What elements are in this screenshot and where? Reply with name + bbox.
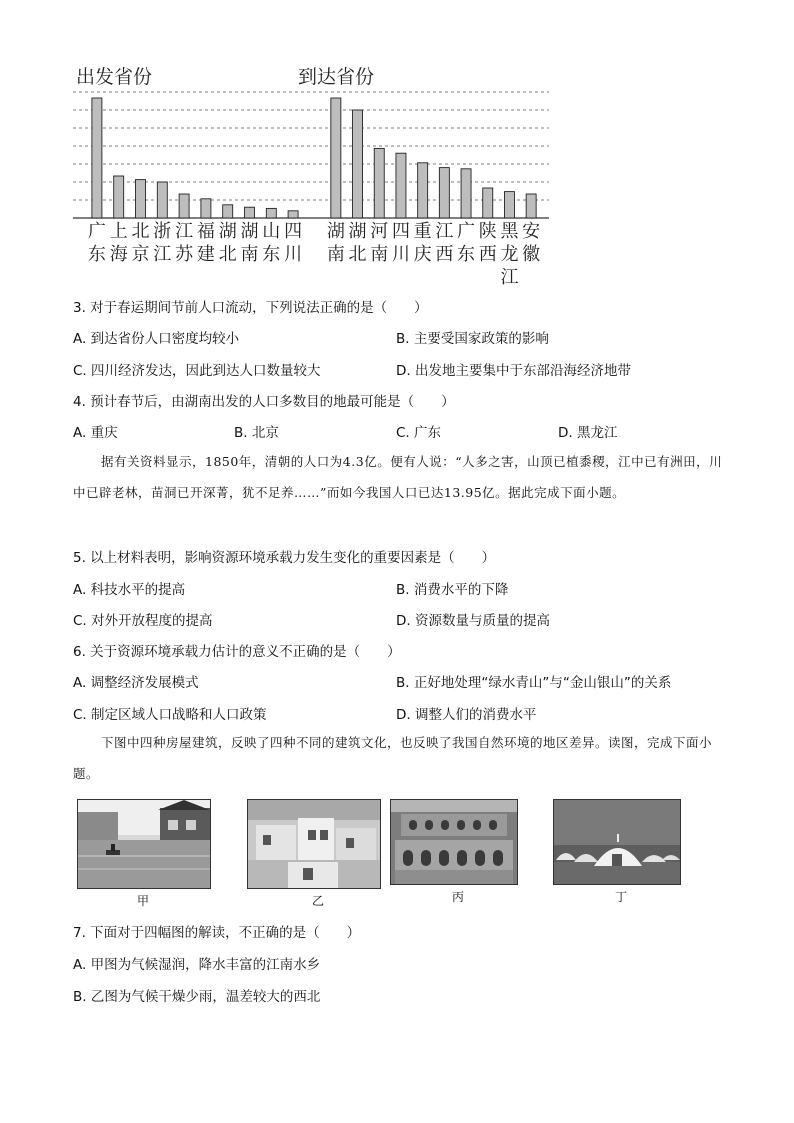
category-label: 湖北 xyxy=(218,221,237,265)
category-label: 江西 xyxy=(435,221,454,265)
photo-caption-yi: 乙 xyxy=(311,894,324,908)
q7-option-a[interactable]: A. 甲图为气候湿润，降水丰富的江南水乡 xyxy=(73,957,321,973)
bar-departure-8 xyxy=(266,208,276,218)
question-4-stem: 4. 预计春节后，由湖南出发的人口多数目的地最可能是（ ） xyxy=(73,394,455,410)
chart-category-labels xyxy=(88,221,540,288)
question-3-stem: 3. 对于春运期间节前人口流动，下列说法正确的是（ ） xyxy=(73,300,428,316)
category-label: 北京 xyxy=(131,221,150,265)
bar-arrival-3 xyxy=(396,153,406,218)
q5-option-c[interactable]: C. 对外开放程度的提高 xyxy=(73,613,213,629)
q4-option-a[interactable]: A. 重庆 xyxy=(73,425,118,441)
category-label: 江苏 xyxy=(175,221,194,265)
q4-option-c[interactable]: C. 广东 xyxy=(396,425,442,441)
q4-option-b[interactable]: B. 北京 xyxy=(234,425,279,441)
q6-option-c[interactable]: C. 制定区域人口战略和人口政策 xyxy=(73,707,267,723)
category-label: 福建 xyxy=(196,221,215,265)
q6-option-d[interactable]: D. 调整人们的消费水平 xyxy=(396,707,537,723)
photo-water-town xyxy=(77,799,211,889)
category-label: 浙江 xyxy=(153,221,172,265)
category-label: 山东 xyxy=(262,221,281,265)
q3-option-c[interactable]: C. 四川经济发达，因此到达人口数量较大 xyxy=(73,363,321,379)
photo-yurts xyxy=(553,799,681,885)
category-label: 四川 xyxy=(391,221,410,265)
q5-option-b[interactable]: B. 消费水平的下降 xyxy=(396,582,509,598)
q4-option-d[interactable]: D. 黑龙江 xyxy=(558,425,618,441)
q6-option-a[interactable]: A. 调整经济发展模式 xyxy=(73,675,199,691)
question-7-stem: 7. 下面对于四幅图的解读，不正确的是（ ） xyxy=(73,925,361,941)
bar-arrival-2 xyxy=(374,148,384,218)
category-label: 陕西 xyxy=(478,221,497,265)
bar-departure-5 xyxy=(201,199,211,218)
q5-option-a[interactable]: A. 科技水平的提高 xyxy=(73,582,186,598)
category-label: 湖南 xyxy=(326,221,345,265)
q7-option-b[interactable]: B. 乙图为气候干燥少雨，温差较大的西北 xyxy=(73,989,321,1005)
population-flow-chart xyxy=(0,0,794,290)
bar-arrival-8 xyxy=(504,192,514,218)
bar-departure-0 xyxy=(92,98,102,218)
category-label: 湖南 xyxy=(240,221,259,265)
bar-arrival-0 xyxy=(331,98,341,218)
bar-departure-4 xyxy=(179,194,189,218)
photo-cave-dwellings xyxy=(390,799,518,885)
category-label: 四川 xyxy=(284,221,303,265)
category-label: 河南 xyxy=(370,221,389,265)
category-label: 广东 xyxy=(87,221,106,265)
q5-option-d[interactable]: D. 资源数量与质量的提高 xyxy=(396,613,550,629)
bar-departure-3 xyxy=(157,182,167,218)
bar-departure-7 xyxy=(245,207,255,218)
q3-option-b[interactable]: B. 主要受国家政策的影响 xyxy=(396,331,549,347)
bar-departure-9 xyxy=(288,211,298,218)
question-6-stem: 6. 关于资源环境承载力估计的意义不正确的是（ ） xyxy=(73,644,401,660)
passage-architecture: 下图中四种房屋建筑，反映了四种不同的建筑文化，也反映了我国自然环境的地区差异。读图，完成下面小题。 xyxy=(73,735,713,781)
bar-arrival-9 xyxy=(526,194,536,218)
q3-option-d[interactable]: D. 出发地主要集中于东部沿海经济地带 xyxy=(396,363,631,379)
q6-option-b[interactable]: B. 正好地处理“绿水青山”与“金山银山”的关系 xyxy=(396,675,672,691)
bar-departure-1 xyxy=(114,176,124,218)
category-label: 湖北 xyxy=(348,221,367,265)
bar-departure-2 xyxy=(136,180,146,218)
bar-arrival-5 xyxy=(439,168,449,218)
bar-arrival-4 xyxy=(418,163,428,218)
category-label: 广东 xyxy=(457,221,476,265)
category-label: 黑龙江 xyxy=(500,221,519,288)
bar-arrival-6 xyxy=(461,169,471,218)
category-label: 上海 xyxy=(109,221,128,265)
chart-title-departure: 出发省份 xyxy=(76,66,153,88)
category-label: 安徽 xyxy=(522,221,541,265)
photo-caption-jia: 甲 xyxy=(136,894,149,908)
passage-population: 据有关资料显示，1850年，清朝的人口为4.3亿。便有人说：“人多之害，山顶已植黍稷，江中已有洲田，川中已辟老林，苗洞已开深菁，犹不足养……”而如今我国人口已达13.95亿。据此完成下面小题。 xyxy=(73,454,723,500)
bar-arrival-1 xyxy=(353,110,363,218)
photo-caption-ding: 丁 xyxy=(614,890,627,904)
question-5-stem: 5. 以上材料表明，影响资源环境承载力发生变化的重要因素是（ ） xyxy=(73,550,496,566)
category-label: 重庆 xyxy=(413,221,432,265)
photo-caption-bing: 丙 xyxy=(451,890,464,904)
q3-option-a[interactable]: A. 到达省份人口密度均较小 xyxy=(73,331,240,347)
chart-title-arrival: 到达省份 xyxy=(298,66,375,88)
photo-flat-roof-houses xyxy=(247,799,381,889)
bar-arrival-7 xyxy=(483,188,493,218)
bar-departure-6 xyxy=(223,205,233,218)
